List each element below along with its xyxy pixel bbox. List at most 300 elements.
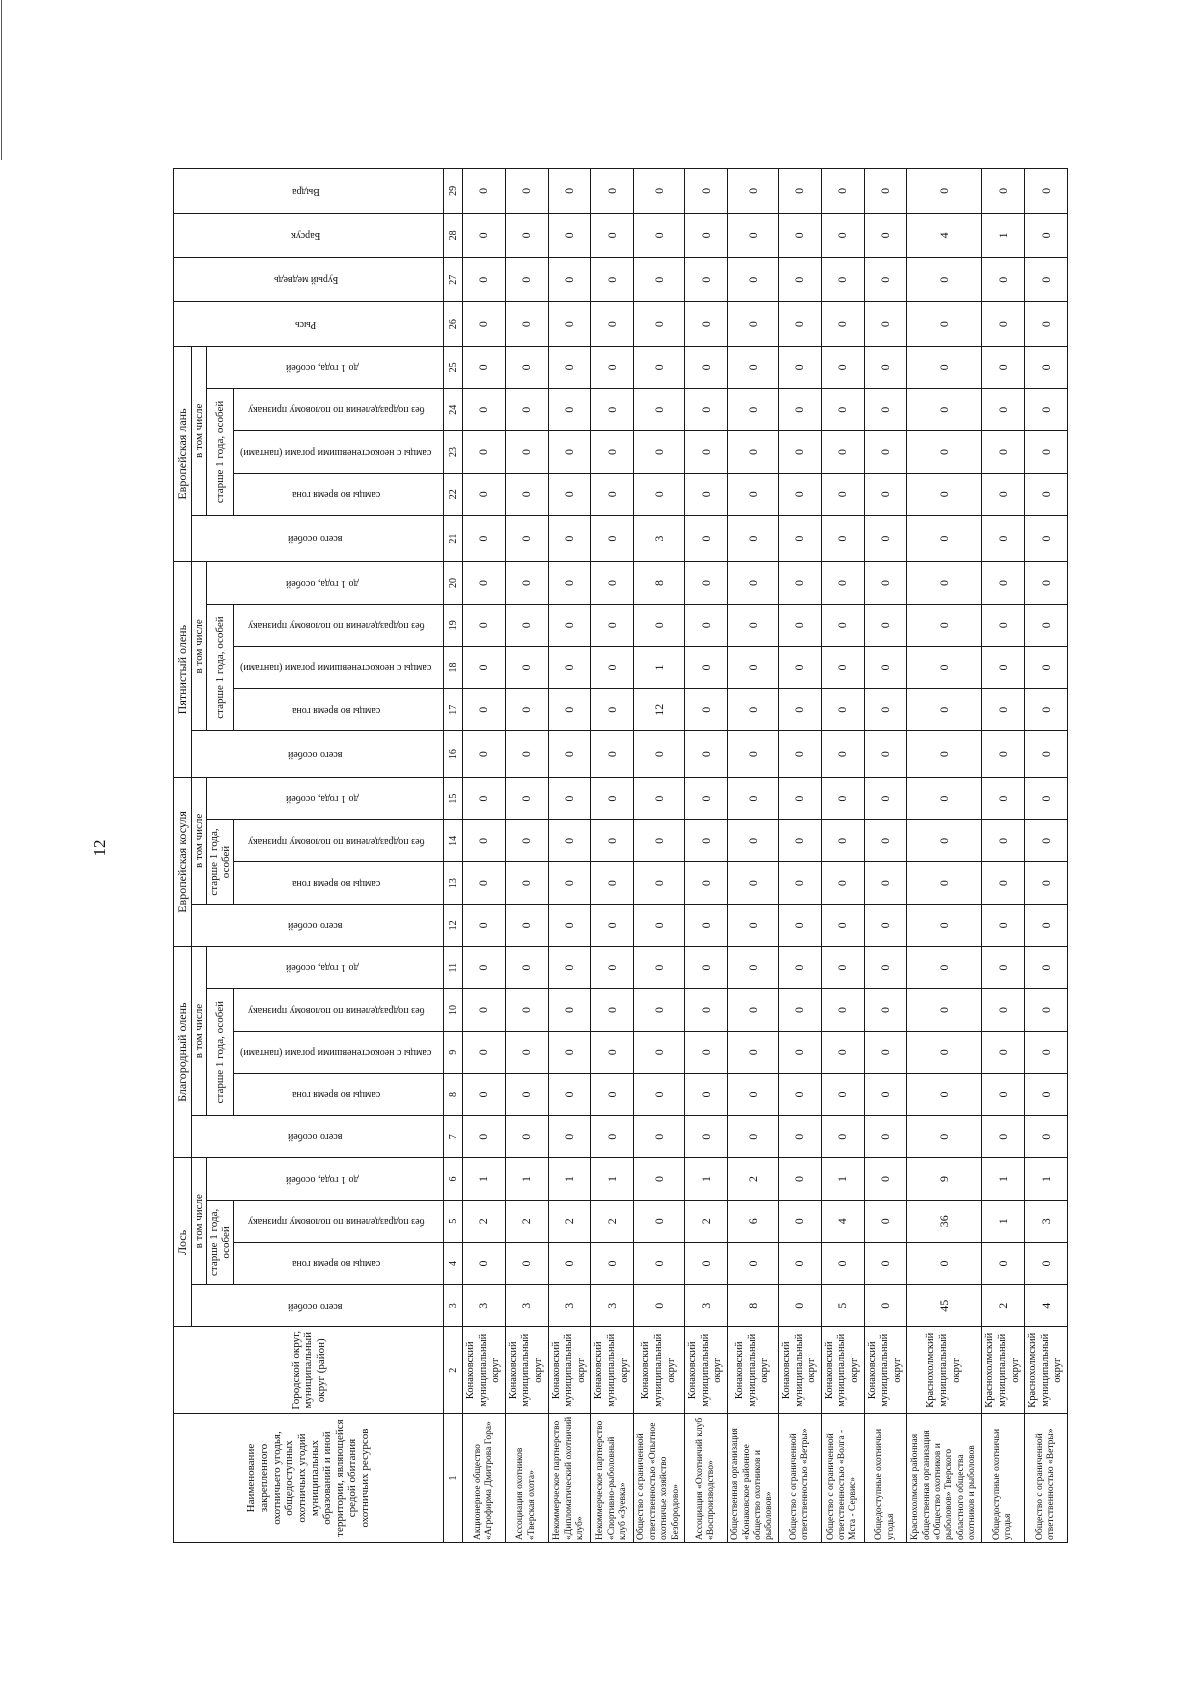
- value-cell: 0: [728, 904, 779, 946]
- district-cell: Конаковский муниципальный округ: [864, 1327, 907, 1414]
- value-cell: 4: [907, 213, 982, 257]
- value-cell: 0: [505, 904, 548, 946]
- value-cell: 0: [1025, 862, 1068, 904]
- value-cell: 0: [728, 989, 779, 1031]
- value-cell: 0: [779, 777, 822, 819]
- district-cell: Конаковский муниципальный округ: [591, 1327, 634, 1414]
- column-number: 22: [444, 473, 463, 515]
- value-cell: 0: [591, 777, 634, 819]
- value-cell: 0: [634, 431, 685, 473]
- value-cell: 0: [1025, 1242, 1068, 1284]
- header-moose: Лось: [174, 1158, 192, 1327]
- header-badger: Барсук: [174, 213, 444, 257]
- value-cell: 0: [591, 862, 634, 904]
- value-cell: 0: [982, 389, 1025, 431]
- header-red-deer: Благородный олень: [174, 947, 192, 1158]
- value-cell: 0: [505, 820, 548, 862]
- value-cell: 0: [728, 389, 779, 431]
- value-cell: 0: [1025, 1073, 1068, 1115]
- value-cell: 0: [864, 604, 907, 646]
- value-cell: 0: [634, 213, 685, 257]
- value-cell: 3: [634, 515, 685, 562]
- value-cell: 0: [982, 862, 1025, 904]
- value-cell: 0: [779, 820, 822, 862]
- value-cell: 0: [982, 947, 1025, 989]
- value-cell: 0: [821, 820, 864, 862]
- value-cell: 0: [779, 1285, 822, 1327]
- header-sika-total: всего особей: [192, 731, 444, 778]
- value-cell: 0: [634, 777, 685, 819]
- value-cell: 0: [864, 1116, 907, 1158]
- value-cell: 0: [505, 389, 548, 431]
- value-cell: 0: [591, 604, 634, 646]
- value-cell: 1: [982, 1158, 1025, 1200]
- column-number: 9: [444, 1031, 463, 1073]
- value-cell: 0: [463, 258, 506, 302]
- value-cell: 0: [505, 989, 548, 1031]
- value-cell: 0: [907, 515, 982, 562]
- value-cell: 0: [864, 904, 907, 946]
- table-body: [463, 169, 1068, 1543]
- column-number: 8: [444, 1073, 463, 1115]
- page-number: 12: [90, 839, 109, 857]
- district-cell: Конаковский муниципальный округ: [685, 1327, 728, 1414]
- value-cell: 0: [548, 346, 591, 388]
- column-number-row: [444, 169, 463, 1543]
- district-cell: Конаковский муниципальный округ: [779, 1327, 822, 1414]
- value-cell: 0: [864, 689, 907, 731]
- value-cell: 36: [907, 1200, 982, 1242]
- org-name-cell: Общедоступные охотничьи угодья: [864, 1414, 907, 1543]
- value-cell: 0: [779, 258, 822, 302]
- column-number: 24: [444, 389, 463, 431]
- header-sika-older: старше 1 года, особей: [207, 604, 234, 731]
- value-cell: 0: [864, 731, 907, 778]
- value-cell: 0: [505, 731, 548, 778]
- value-cell: 0: [685, 389, 728, 431]
- value-cell: 0: [864, 777, 907, 819]
- value-cell: 0: [907, 169, 982, 214]
- header-fallow-older: старше 1 года, особей: [207, 389, 234, 516]
- org-name-cell: Ассоциация «Охотничий клуб «Воспроизводство»: [685, 1414, 728, 1543]
- value-cell: 0: [685, 562, 728, 604]
- org-name-cell: Общество с ограниченной ответственностью «Волга - Мста - Сервис»: [821, 1414, 864, 1543]
- district-cell: Конаковский муниципальный округ: [821, 1327, 864, 1414]
- value-cell: 0: [548, 1073, 591, 1115]
- value-cell: 0: [1025, 302, 1068, 346]
- value-cell: 0: [779, 473, 822, 515]
- value-cell: 0: [548, 1031, 591, 1073]
- value-cell: 0: [505, 515, 548, 562]
- value-cell: 0: [505, 646, 548, 688]
- table-row: [982, 169, 1025, 1543]
- header-moose-under1: до 1 года, особей: [207, 1158, 444, 1200]
- value-cell: 8: [728, 1285, 779, 1327]
- column-number: 23: [444, 431, 463, 473]
- header-roe-including: в том числе: [192, 777, 207, 904]
- value-cell: 0: [821, 389, 864, 431]
- value-cell: 0: [728, 258, 779, 302]
- column-number: 29: [444, 169, 463, 214]
- value-cell: 0: [728, 1116, 779, 1158]
- value-cell: 0: [548, 820, 591, 862]
- value-cell: 0: [685, 689, 728, 731]
- header-name-column: Наименование закрепленного охотничьего угодья, общедоступных охотничьих угодий муниципальных образований и иной территории, являющейся средой обитания охотничьих ресурсов: [174, 1414, 444, 1543]
- column-number: 6: [444, 1158, 463, 1200]
- value-cell: 0: [505, 947, 548, 989]
- value-cell: 0: [821, 1242, 864, 1284]
- value-cell: 0: [1025, 431, 1068, 473]
- value-cell: 0: [463, 515, 506, 562]
- value-cell: 8: [634, 562, 685, 604]
- value-cell: 0: [685, 1073, 728, 1115]
- value-cell: 0: [685, 820, 728, 862]
- value-cell: 0: [463, 646, 506, 688]
- column-number: 19: [444, 604, 463, 646]
- value-cell: 0: [685, 989, 728, 1031]
- value-cell: 0: [779, 904, 822, 946]
- table-row: [505, 169, 548, 1543]
- value-cell: 0: [505, 213, 548, 257]
- header-fallow-males-antlers: самцы с неокостеневшими рогами (пантами): [234, 431, 444, 473]
- value-cell: 0: [907, 862, 982, 904]
- value-cell: 5: [821, 1285, 864, 1327]
- value-cell: 0: [779, 169, 822, 214]
- value-cell: 0: [591, 947, 634, 989]
- value-cell: 0: [548, 258, 591, 302]
- scan-edge-mark: [1, 0, 2, 160]
- value-cell: 0: [864, 302, 907, 346]
- value-cell: 0: [779, 989, 822, 1031]
- value-cell: 0: [779, 604, 822, 646]
- value-cell: 0: [907, 302, 982, 346]
- value-cell: 0: [1025, 389, 1068, 431]
- value-cell: 0: [591, 389, 634, 431]
- value-cell: 0: [634, 1285, 685, 1327]
- table-row: [728, 169, 779, 1543]
- value-cell: 0: [982, 346, 1025, 388]
- value-cell: 6: [728, 1200, 779, 1242]
- value-cell: 2: [505, 1200, 548, 1242]
- value-cell: 0: [907, 389, 982, 431]
- value-cell: 0: [685, 904, 728, 946]
- value-cell: 0: [779, 731, 822, 778]
- value-cell: 0: [634, 904, 685, 946]
- value-cell: 1: [548, 1158, 591, 1200]
- column-number: 18: [444, 646, 463, 688]
- header-fallow-males-rut: самцы во время гона: [234, 473, 444, 515]
- value-cell: 0: [548, 689, 591, 731]
- value-cell: 0: [548, 989, 591, 1031]
- value-cell: 0: [463, 689, 506, 731]
- value-cell: 0: [505, 604, 548, 646]
- header-moose-total: всего особей: [192, 1285, 444, 1327]
- value-cell: 0: [634, 820, 685, 862]
- value-cell: 0: [634, 604, 685, 646]
- value-cell: 0: [982, 689, 1025, 731]
- header-reddeer-under1: до 1 года, особей: [207, 947, 444, 989]
- value-cell: 0: [685, 862, 728, 904]
- table-row: [591, 169, 634, 1543]
- value-cell: 0: [463, 904, 506, 946]
- value-cell: 0: [548, 515, 591, 562]
- value-cell: 0: [1025, 346, 1068, 388]
- value-cell: 0: [548, 473, 591, 515]
- value-cell: 0: [779, 389, 822, 431]
- value-cell: 1: [505, 1158, 548, 1200]
- district-cell: Конаковский муниципальный округ: [728, 1327, 779, 1414]
- value-cell: 0: [685, 777, 728, 819]
- value-cell: 0: [728, 169, 779, 214]
- value-cell: 12: [634, 689, 685, 731]
- value-cell: 0: [779, 1031, 822, 1073]
- value-cell: 0: [864, 646, 907, 688]
- value-cell: 0: [591, 515, 634, 562]
- header-sika-no-division: без подразделения по половому признаку: [234, 604, 444, 646]
- value-cell: 0: [548, 562, 591, 604]
- value-cell: 0: [548, 646, 591, 688]
- value-cell: 0: [505, 302, 548, 346]
- value-cell: 0: [591, 989, 634, 1031]
- value-cell: 0: [779, 1242, 822, 1284]
- value-cell: 0: [548, 1242, 591, 1284]
- value-cell: 0: [634, 169, 685, 214]
- value-cell: 0: [505, 258, 548, 302]
- value-cell: 0: [463, 1242, 506, 1284]
- column-number: 3: [444, 1285, 463, 1327]
- district-cell: Краснохолмский муниципальный округ: [982, 1327, 1025, 1414]
- column-number: 16: [444, 731, 463, 778]
- value-cell: 2: [548, 1200, 591, 1242]
- value-cell: 2: [685, 1200, 728, 1242]
- value-cell: 0: [591, 302, 634, 346]
- value-cell: 0: [1025, 947, 1068, 989]
- value-cell: 1: [982, 1200, 1025, 1242]
- value-cell: 0: [463, 731, 506, 778]
- value-cell: 0: [548, 777, 591, 819]
- value-cell: 0: [634, 947, 685, 989]
- value-cell: 2: [728, 1158, 779, 1200]
- header-sika-deer: Пятнистый олень: [174, 562, 192, 778]
- value-cell: 0: [864, 820, 907, 862]
- org-name-cell: Общество с ограниченной ответственностью «Ветры»: [1025, 1414, 1068, 1543]
- value-cell: 0: [463, 862, 506, 904]
- value-cell: 0: [634, 302, 685, 346]
- table-row: [634, 169, 685, 1543]
- value-cell: 0: [634, 1073, 685, 1115]
- value-cell: 0: [864, 1285, 907, 1327]
- value-cell: 0: [907, 1116, 982, 1158]
- value-cell: 0: [907, 258, 982, 302]
- value-cell: 0: [1025, 169, 1068, 214]
- value-cell: 0: [907, 989, 982, 1031]
- value-cell: 0: [548, 431, 591, 473]
- value-cell: 0: [728, 1242, 779, 1284]
- header-district-column: Городской округ, муниципальный округ (район): [174, 1327, 444, 1414]
- value-cell: 0: [907, 646, 982, 688]
- value-cell: 0: [982, 777, 1025, 819]
- value-cell: 0: [779, 862, 822, 904]
- column-number: 13: [444, 862, 463, 904]
- value-cell: 0: [548, 947, 591, 989]
- value-cell: 0: [907, 431, 982, 473]
- value-cell: 0: [591, 169, 634, 214]
- column-number: 2: [444, 1327, 463, 1414]
- value-cell: 0: [821, 862, 864, 904]
- value-cell: 0: [634, 389, 685, 431]
- value-cell: 0: [685, 169, 728, 214]
- value-cell: 0: [634, 346, 685, 388]
- table-row: [1025, 169, 1068, 1543]
- value-cell: 0: [864, 1200, 907, 1242]
- table-row: [463, 169, 506, 1543]
- value-cell: 0: [548, 389, 591, 431]
- value-cell: 0: [821, 646, 864, 688]
- value-cell: 0: [982, 1116, 1025, 1158]
- value-cell: 0: [907, 604, 982, 646]
- value-cell: 0: [821, 431, 864, 473]
- column-number: 26: [444, 302, 463, 346]
- value-cell: 0: [821, 777, 864, 819]
- value-cell: 0: [779, 1158, 822, 1200]
- value-cell: 0: [728, 213, 779, 257]
- value-cell: 0: [821, 604, 864, 646]
- column-number: 5: [444, 1200, 463, 1242]
- value-cell: 0: [779, 1116, 822, 1158]
- value-cell: 0: [548, 1116, 591, 1158]
- value-cell: 0: [1025, 1031, 1068, 1073]
- value-cell: 0: [463, 389, 506, 431]
- value-cell: 0: [728, 947, 779, 989]
- value-cell: 0: [685, 646, 728, 688]
- value-cell: 0: [728, 346, 779, 388]
- value-cell: 0: [728, 1073, 779, 1115]
- value-cell: 0: [728, 820, 779, 862]
- value-cell: 0: [821, 689, 864, 731]
- header-fallow-total: всего особей: [192, 515, 444, 562]
- value-cell: 0: [907, 562, 982, 604]
- value-cell: 0: [982, 731, 1025, 778]
- header-sika-males-antlers: самцы с неокостеневшими рогами (пантами): [234, 646, 444, 688]
- header-roe-older: старше 1 года, особей: [207, 820, 234, 905]
- value-cell: 0: [1025, 904, 1068, 946]
- district-cell: Краснохолмский муниципальный округ: [1025, 1327, 1068, 1414]
- value-cell: 0: [591, 562, 634, 604]
- value-cell: 0: [864, 389, 907, 431]
- value-cell: 0: [864, 213, 907, 257]
- value-cell: 4: [1025, 1285, 1068, 1327]
- value-cell: 0: [982, 302, 1025, 346]
- value-cell: 0: [591, 1073, 634, 1115]
- value-cell: 0: [821, 515, 864, 562]
- value-cell: 1: [634, 646, 685, 688]
- value-cell: 0: [779, 562, 822, 604]
- value-cell: 0: [591, 904, 634, 946]
- value-cell: 0: [907, 777, 982, 819]
- value-cell: 0: [982, 473, 1025, 515]
- value-cell: 3: [548, 1285, 591, 1327]
- value-cell: 0: [463, 820, 506, 862]
- header-reddeer-total: всего особей: [192, 1116, 444, 1158]
- value-cell: 0: [548, 169, 591, 214]
- value-cell: 0: [728, 646, 779, 688]
- value-cell: 0: [634, 1200, 685, 1242]
- value-cell: 0: [779, 1073, 822, 1115]
- value-cell: 0: [982, 604, 1025, 646]
- value-cell: 0: [821, 258, 864, 302]
- value-cell: 0: [779, 947, 822, 989]
- value-cell: 0: [728, 689, 779, 731]
- value-cell: 0: [505, 473, 548, 515]
- district-cell: Конаковский муниципальный округ: [463, 1327, 506, 1414]
- value-cell: 0: [864, 1073, 907, 1115]
- header-reddeer-including: в том числе: [192, 947, 207, 1116]
- value-cell: 0: [728, 302, 779, 346]
- hunting-resources-table: [173, 168, 1068, 1543]
- value-cell: 0: [685, 1242, 728, 1284]
- value-cell: 0: [779, 689, 822, 731]
- value-cell: 0: [907, 1073, 982, 1115]
- value-cell: 0: [505, 777, 548, 819]
- value-cell: 0: [634, 731, 685, 778]
- table-row: [821, 169, 864, 1543]
- value-cell: 0: [505, 862, 548, 904]
- value-cell: 0: [728, 731, 779, 778]
- value-cell: 0: [463, 947, 506, 989]
- org-name-cell: Общество с ограниченной ответственностью «Ветры»: [779, 1414, 822, 1543]
- header-reddeer-no-division: без подразделения по половому признаку: [234, 989, 444, 1031]
- column-number: 14: [444, 820, 463, 862]
- value-cell: 0: [505, 169, 548, 214]
- header-sika-including: в том числе: [192, 562, 207, 731]
- value-cell: 0: [685, 473, 728, 515]
- district-cell: Конаковский муниципальный округ: [505, 1327, 548, 1414]
- value-cell: 0: [982, 169, 1025, 214]
- column-number: 21: [444, 515, 463, 562]
- value-cell: 0: [685, 604, 728, 646]
- value-cell: 0: [591, 646, 634, 688]
- header-roe-under1: до 1 года, особей: [207, 777, 444, 819]
- value-cell: 0: [463, 989, 506, 1031]
- value-cell: 0: [548, 862, 591, 904]
- table-row: [548, 169, 591, 1543]
- header-roe-males-rut: самцы во время гона: [234, 862, 444, 904]
- header-moose-no-division: без подразделения по половому признаку: [234, 1200, 444, 1242]
- value-cell: 0: [548, 731, 591, 778]
- column-number: 7: [444, 1116, 463, 1158]
- column-number: 27: [444, 258, 463, 302]
- value-cell: 0: [1025, 473, 1068, 515]
- value-cell: 0: [982, 258, 1025, 302]
- value-cell: 3: [685, 1285, 728, 1327]
- value-cell: 0: [982, 515, 1025, 562]
- value-cell: 0: [821, 947, 864, 989]
- value-cell: 2: [591, 1200, 634, 1242]
- value-cell: 0: [821, 562, 864, 604]
- value-cell: 0: [634, 1158, 685, 1200]
- value-cell: 0: [907, 689, 982, 731]
- org-name-cell: Краснохолмская районная общественная организация «Общество охотников и рыболовов» Тверского областного общества охотников и рыболовов: [907, 1414, 982, 1543]
- value-cell: 0: [728, 604, 779, 646]
- value-cell: 0: [821, 1116, 864, 1158]
- value-cell: 0: [864, 169, 907, 214]
- value-cell: 0: [1025, 646, 1068, 688]
- value-cell: 0: [864, 947, 907, 989]
- value-cell: 0: [982, 989, 1025, 1031]
- column-number: 4: [444, 1242, 463, 1284]
- value-cell: 0: [907, 473, 982, 515]
- header-sika-under1: до 1 года, особей: [207, 562, 444, 604]
